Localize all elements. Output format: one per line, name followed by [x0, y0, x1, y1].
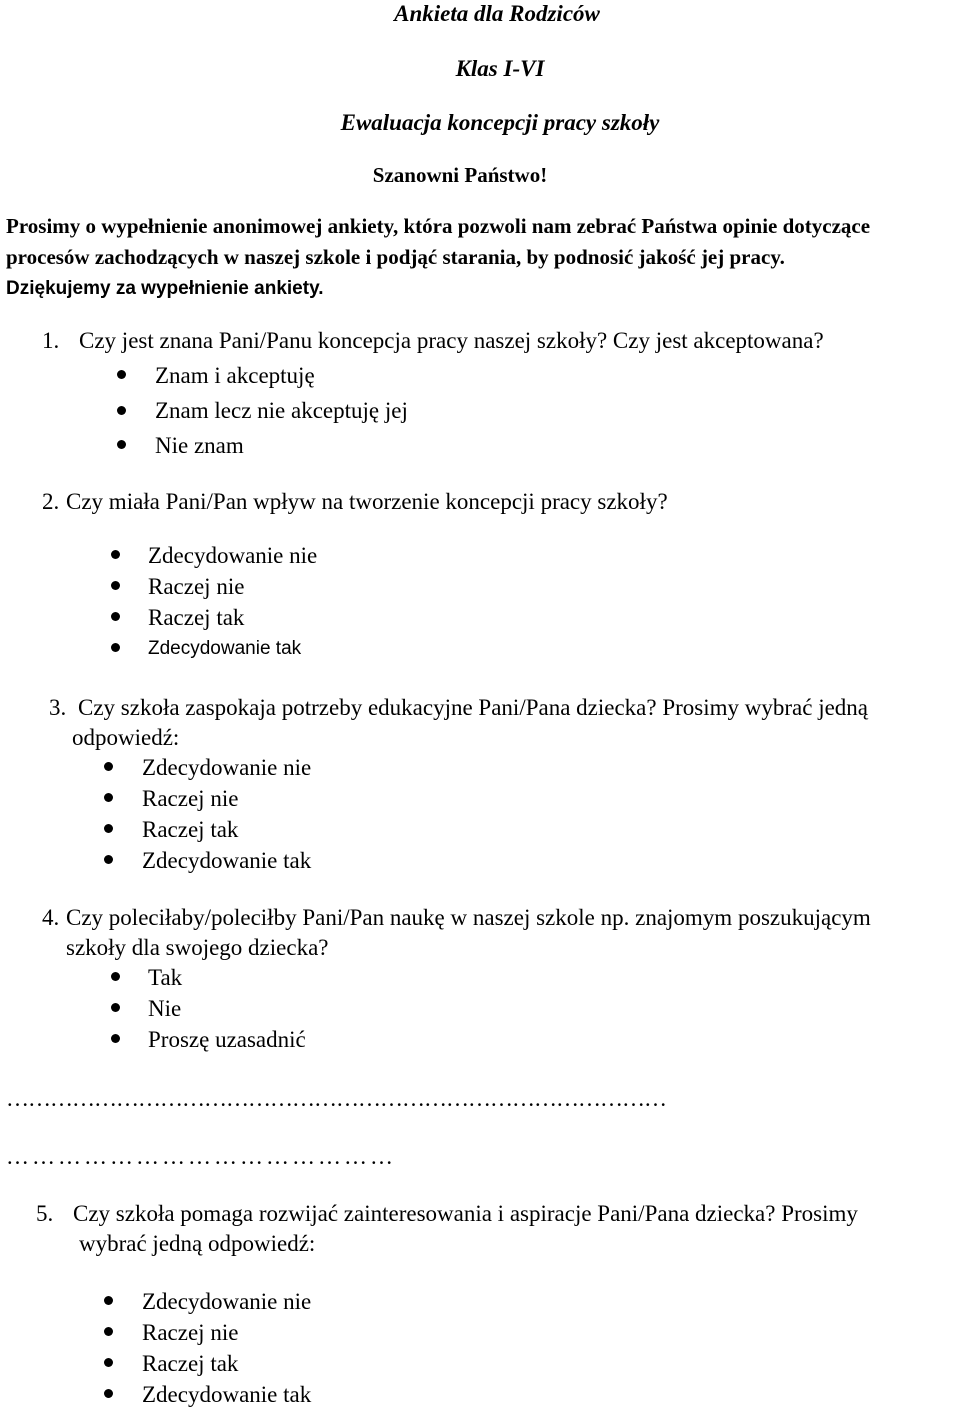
q3-option-2[interactable]: Raczej nie	[142, 786, 239, 811]
q4-option-2[interactable]: Nie	[148, 996, 182, 1021]
bullet-icon	[111, 1034, 120, 1043]
bullet-icon	[111, 1003, 120, 1012]
question-3-line-2: odpowiedź:	[72, 725, 180, 750]
q4-answer-line-1[interactable]: ………………………………………………………………………………	[6, 1086, 666, 1111]
q1-option-3[interactable]: Nie znam	[155, 433, 244, 458]
bullet-icon	[104, 1296, 113, 1305]
intro-line-3: Dziękujemy za wypełnienie ankiety.	[6, 278, 324, 299]
bullet-icon	[111, 581, 120, 590]
question-4-line-2: szkoły dla swojego dziecka?	[66, 935, 329, 960]
q3-option-1[interactable]: Zdecydowanie nie	[142, 755, 312, 780]
bullet-icon	[104, 1327, 113, 1336]
question-4-number: 4.	[42, 905, 60, 930]
q4-option-1[interactable]: Tak	[148, 965, 183, 990]
bullet-icon	[104, 793, 113, 802]
q2-option-1[interactable]: Zdecydowanie nie	[148, 543, 318, 568]
question-4-line-1: Czy poleciłaby/poleciłby Pani/Pan naukę w naszej szkole np. znajomym poszukującym	[66, 905, 871, 930]
q5-option-4[interactable]: Zdecydowanie tak	[142, 1382, 312, 1407]
bullet-icon	[111, 550, 120, 559]
question-3-line-1: Czy szkoła zaspokaja potrzeby edukacyjne Pani/Pana dziecka? Prosimy wybrać jedną	[78, 695, 869, 720]
intro-line-1: Prosimy o wypełnienie anonimowej ankiety, która pozwoli nam zebrać Państwa opinie dotyczące	[6, 214, 871, 238]
question-1-text: Czy jest znana Pani/Panu koncepcja pracy naszej szkoły? Czy jest akceptowana?	[79, 328, 824, 353]
bullet-icon	[111, 643, 120, 652]
bullet-icon	[104, 762, 113, 771]
q4-option-3[interactable]: Proszę uzasadnić	[148, 1027, 306, 1052]
bullet-icon	[104, 824, 113, 833]
question-5-line-2: wybrać jedną odpowiedź:	[79, 1231, 316, 1256]
survey-classes: Klas I-VI	[455, 56, 545, 81]
q3-option-4[interactable]: Zdecydowanie tak	[142, 848, 312, 873]
q1-option-2[interactable]: Znam lecz nie akceptuję jej	[155, 398, 408, 423]
bullet-icon	[104, 1358, 113, 1367]
q1-option-1[interactable]: Znam i akceptuję	[155, 363, 315, 388]
question-2-text: Czy miała Pani/Pan wpływ na tworzenie koncepcji pracy szkoły?	[66, 489, 668, 514]
greeting: Szanowni Państwo!	[372, 163, 548, 187]
question-5-number: 5.	[36, 1201, 54, 1226]
q4-answer-line-2[interactable]: ………………………………………	[6, 1144, 396, 1169]
bullet-icon	[117, 440, 126, 449]
question-2-number: 2.	[42, 489, 60, 514]
question-1-number: 1.	[42, 328, 60, 353]
q5-option-1[interactable]: Zdecydowanie nie	[142, 1289, 312, 1314]
bullet-icon	[111, 972, 120, 981]
question-3-number: 3.	[49, 695, 67, 720]
q5-option-2[interactable]: Raczej nie	[142, 1320, 239, 1345]
survey-subtitle: Ewaluacja koncepcji pracy szkoły	[340, 110, 660, 135]
q2-option-2[interactable]: Raczej nie	[148, 574, 245, 599]
intro-line-2: procesów zachodzących w naszej szkole i podjąć starania, by podnosić jakość jej pracy.	[6, 245, 785, 269]
q3-option-3[interactable]: Raczej tak	[142, 817, 239, 842]
q5-option-3[interactable]: Raczej tak	[142, 1351, 239, 1376]
bullet-icon	[117, 406, 126, 415]
bullet-icon	[111, 612, 120, 621]
survey-title: Ankieta dla Rodziców	[394, 1, 600, 26]
q2-option-4[interactable]: Zdecydowanie tak	[148, 638, 302, 659]
bullet-icon	[104, 1389, 113, 1398]
q2-option-3[interactable]: Raczej tak	[148, 605, 245, 630]
question-5-line-1: Czy szkoła pomaga rozwijać zainteresowania i aspiracje Pani/Pana dziecka? Prosimy	[73, 1201, 858, 1226]
bullet-icon	[104, 855, 113, 864]
bullet-icon	[117, 370, 126, 379]
